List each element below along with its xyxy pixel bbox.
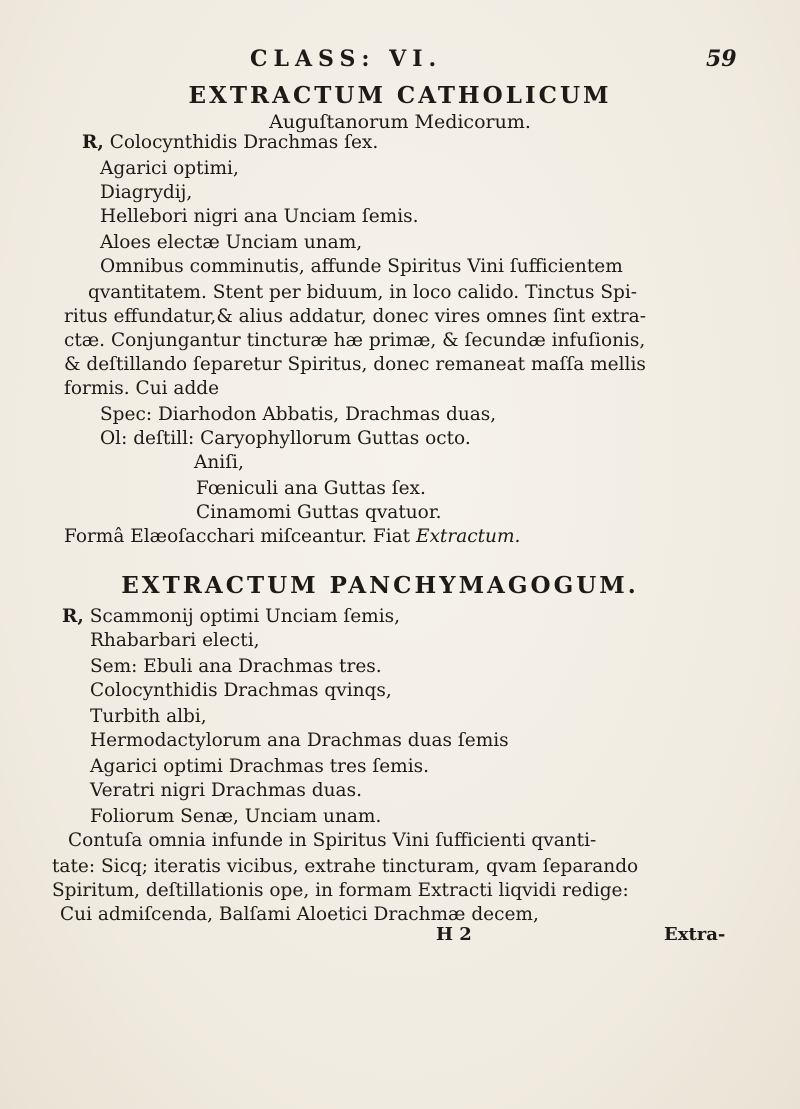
recipe-line: Colocynthidis Drachmas qvinqs, — [90, 680, 392, 701]
recipe-line: Foliorum Senæ, Unciam unam. — [90, 806, 382, 827]
folio-number: 59 — [706, 46, 737, 72]
recipe-line: Omnibus comminutis, affunde Spiritus Vini ſufficientem — [100, 256, 623, 277]
recipe-line: Sem: Ebuli ana Drachmas tres. — [90, 656, 382, 677]
paragraph-line: formis. Cui adde — [64, 378, 220, 399]
recipe-symbol: R, — [62, 606, 84, 627]
signature-mark: H 2 — [436, 924, 472, 945]
section-title-2: EXTRACTUM PANCHYMAGOGUM. — [121, 572, 639, 599]
section-title-1: EXTRACTUM CATHOLICUM — [188, 82, 612, 109]
catchword: Extra- — [664, 924, 726, 945]
recipe-line: Hellebori nigri ana Unciam ſemis. — [100, 206, 419, 227]
paragraph-line: qvantitatem. Stent per biduum, in loco calido. Tinctus Spi- — [88, 282, 638, 303]
recipe-line: Cinamomi Guttas qvatuor. — [196, 502, 442, 523]
section-subtitle-1: Auguſtanorum Medicorum. — [269, 111, 531, 133]
paragraph-line: ritus effundatur,& alius addatur, donec vires omnes ſint extra- — [64, 306, 646, 327]
paragraph-line: Spiritum, deſtillationis ope, in formam Extracti liqvidi redige: — [52, 880, 629, 901]
recipe-symbol: R, — [82, 132, 104, 153]
recipe-line: Veratri nigri Drachmas duas. — [90, 780, 362, 801]
recipe-line: Fœniculi ana Guttas ſex. — [196, 478, 426, 499]
running-head-class: CLASS: VI. — [250, 46, 443, 72]
paragraph-line: Cui admiſcenda, Balſami Aloetici Drachmæ decem, — [60, 904, 539, 925]
recipe-line: Aloes electæ Unciam unam, — [100, 232, 363, 253]
recipe-line: Turbith albi, — [90, 706, 207, 727]
recipe-line: R, Scammonij optimi Unciam ſemis, — [62, 606, 400, 627]
recipe-line: Hermodactylorum ana Drachmas duas ſemis — [90, 730, 509, 751]
recipe-line: Diagrydij, — [100, 182, 193, 203]
recipe-line: Agarici optimi, — [100, 158, 239, 179]
paragraph-line: Contuſa omnia infunde in Spiritus Vini ſufficienti qvanti- — [68, 830, 597, 851]
paragraph-line: & deſtillando ſeparetur Spiritus, donec remaneat maſſa mellis — [64, 354, 646, 375]
recipe-line: Spec: Diarhodon Abbatis, Drachmas duas, — [100, 404, 497, 425]
italic-word: Extractum. — [415, 526, 521, 547]
running-header — [0, 46, 800, 76]
recipe-line: Ol: deſtill: Caryophyllorum Guttas octo. — [100, 428, 471, 449]
recipe-line: Aniſi, — [194, 452, 244, 473]
paragraph-line: tate: Sicq; iteratis vicibus, extrahe tincturam, qvam ſeparando — [52, 856, 639, 877]
recipe-line: Rhabarbari electi, — [90, 630, 260, 651]
recipe-line: Agarici optimi Drachmas tres ſemis. — [90, 756, 429, 777]
paragraph-line: ctæ. Conjungantur tincturæ hæ primæ, & ſecundæ infuſionis, — [64, 330, 646, 351]
recipe-line: R, Colocynthidis Drachmas ſex. — [82, 132, 379, 153]
paragraph-line: Formâ Elæoſacchari miſceantur. Fiat Extractum. — [64, 526, 521, 547]
